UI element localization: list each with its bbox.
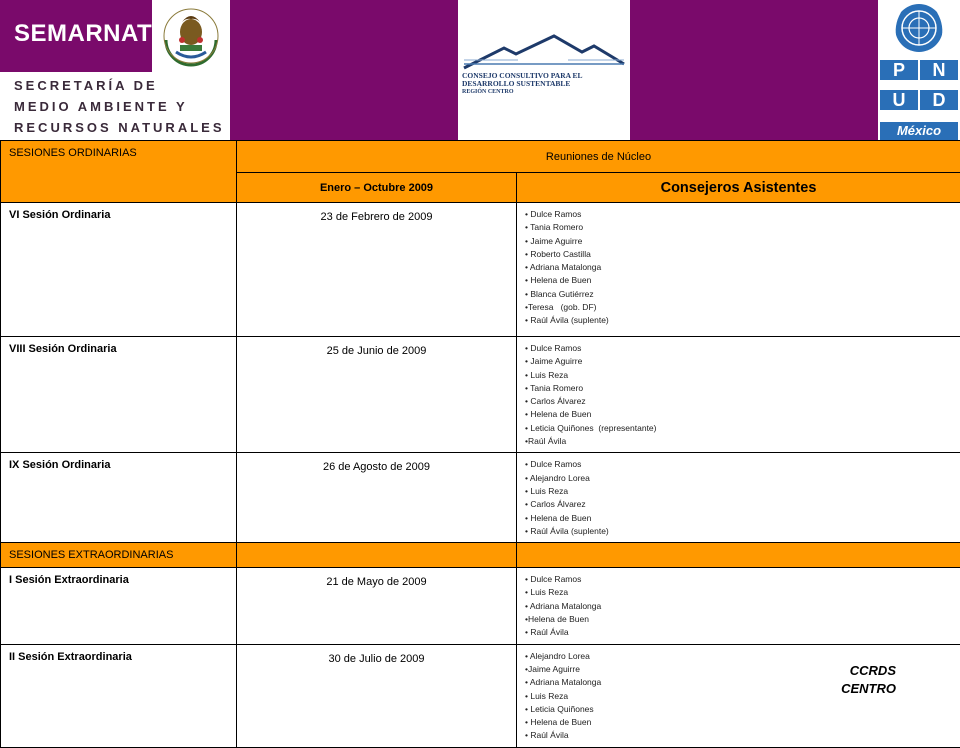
orange-cell	[517, 543, 960, 568]
ccrds-label	[826, 662, 896, 698]
period-header: Enero – Octubre 2009	[237, 173, 517, 203]
list-item: • Dulce Ramos	[525, 208, 960, 221]
semarnat-line-3: RECURSOS NATURALES	[14, 120, 225, 135]
list-item: • Raúl Ávila (suplente)	[525, 314, 960, 327]
extraordinarias-header: SESIONES EXTRAORDINARIAS	[1, 543, 237, 568]
table-title-row	[1, 141, 960, 173]
consejo-consultivo-logo	[458, 0, 630, 140]
list-item: • Jaime Aguirre	[525, 235, 960, 248]
pnud-logo	[878, 0, 960, 140]
attendee-list	[517, 203, 960, 332]
attendees-header: Consejeros Asistentes	[517, 173, 960, 203]
list-item: • Raúl Ávila (suplente)	[525, 525, 960, 538]
header-banner	[0, 0, 960, 140]
semarnat-line-1: SECRETARÍA DE	[14, 78, 158, 93]
list-item: • Carlos Álvarez	[525, 395, 960, 408]
attendees-cell	[517, 337, 960, 453]
pnud-letter-d: D	[920, 90, 958, 110]
session-name: VIII Sesión Ordinaria	[1, 337, 237, 453]
list-item: • Luis Reza	[525, 586, 960, 599]
session-name: VI Sesión Ordinaria	[1, 203, 237, 337]
ccrds-line-1: CCRDS	[826, 662, 896, 680]
list-item: • Adriana Matalonga	[525, 261, 960, 274]
list-item: • Dulce Ramos	[525, 342, 960, 355]
table-title: Reuniones de Núcleo	[237, 141, 960, 173]
list-item: • Adriana Matalonga	[525, 676, 960, 689]
list-item: • Alejandro Lorea	[525, 472, 960, 485]
list-item: •Helena de Buen	[525, 613, 960, 626]
mexico-seal-icon	[152, 0, 230, 72]
pnud-letter-u: U	[880, 90, 918, 110]
list-item: • Raúl Ávila	[525, 729, 960, 742]
meetings-table	[0, 140, 960, 748]
session-date: 25 de Junio de 2009	[237, 337, 517, 453]
list-item: •Raúl Ávila	[525, 435, 960, 448]
list-item: • Raúl Ávila	[525, 626, 960, 639]
list-item: • Helena de Buen	[525, 274, 960, 287]
extraordinarias-row	[1, 543, 960, 568]
list-item: • Helena de Buen	[525, 408, 960, 421]
list-item: •Teresa (gob. DF)	[525, 301, 960, 314]
session-name: I Sesión Extraordinaria	[1, 568, 237, 644]
table-row	[1, 644, 960, 747]
table-row	[1, 203, 960, 337]
table-row	[1, 568, 960, 644]
list-item: • Luis Reza	[525, 690, 960, 703]
consejo-line-2: DESARROLLO SUSTENTABLE	[462, 80, 626, 88]
list-item: • Blanca Gutiérrez	[525, 288, 960, 301]
table-row	[1, 337, 960, 453]
semarnat-name-block	[0, 0, 152, 72]
list-item: • Leticia Quiñones	[525, 703, 960, 716]
list-item: • Adriana Matalonga	[525, 600, 960, 613]
list-item: • Luis Reza	[525, 369, 960, 382]
session-date: 30 de Julio de 2009	[237, 644, 517, 747]
ordinarias-header: SESIONES ORDINARIAS	[1, 141, 237, 203]
ccrds-line-2: CENTRO	[826, 680, 896, 698]
list-item: • Leticia Quiñones (representante)	[525, 422, 960, 435]
attendee-list	[517, 453, 960, 542]
session-name: IX Sesión Ordinaria	[1, 453, 237, 543]
mountains-icon	[458, 2, 630, 72]
pnud-letter-p: P	[880, 60, 918, 80]
list-item: • Jaime Aguirre	[525, 355, 960, 368]
consejo-line-3: REGIÓN CENTRO	[462, 88, 626, 96]
session-date: 23 de Febrero de 2009	[237, 203, 517, 337]
consejo-line-1: CONSEJO CONSULTIVO PARA EL	[462, 72, 626, 80]
semarnat-subtitle	[0, 72, 230, 140]
list-item: • Dulce Ramos	[525, 573, 960, 586]
list-item: • Helena de Buen	[525, 716, 960, 729]
list-item: •Jaime Aguirre	[525, 663, 960, 676]
attendee-list	[517, 337, 960, 452]
semarnat-line-2: MEDIO AMBIENTE Y	[14, 99, 188, 114]
attendees-cell	[517, 453, 960, 543]
list-item: • Roberto Castilla	[525, 248, 960, 261]
session-date: 21 de Mayo de 2009	[237, 568, 517, 644]
semarnat-name: SEMARNAT	[14, 20, 152, 48]
list-item: • Helena de Buen	[525, 512, 960, 525]
list-item: • Tania Romero	[525, 382, 960, 395]
pnud-country: México	[880, 122, 958, 140]
attendees-cell	[517, 568, 960, 644]
semarnat-logo	[0, 0, 230, 140]
table-row	[1, 453, 960, 543]
session-name: II Sesión Extraordinaria	[1, 644, 237, 747]
session-date: 26 de Agosto de 2009	[237, 453, 517, 543]
orange-cell	[237, 543, 517, 568]
attendees-cell	[517, 203, 960, 337]
list-item: • Carlos Álvarez	[525, 498, 960, 511]
list-item: • Dulce Ramos	[525, 458, 960, 471]
un-emblem-icon	[878, 0, 960, 56]
list-item: • Alejandro Lorea	[525, 650, 960, 663]
list-item: • Tania Romero	[525, 221, 960, 234]
attendee-list	[517, 568, 960, 643]
pnud-letter-n: N	[920, 60, 958, 80]
list-item: • Luis Reza	[525, 485, 960, 498]
